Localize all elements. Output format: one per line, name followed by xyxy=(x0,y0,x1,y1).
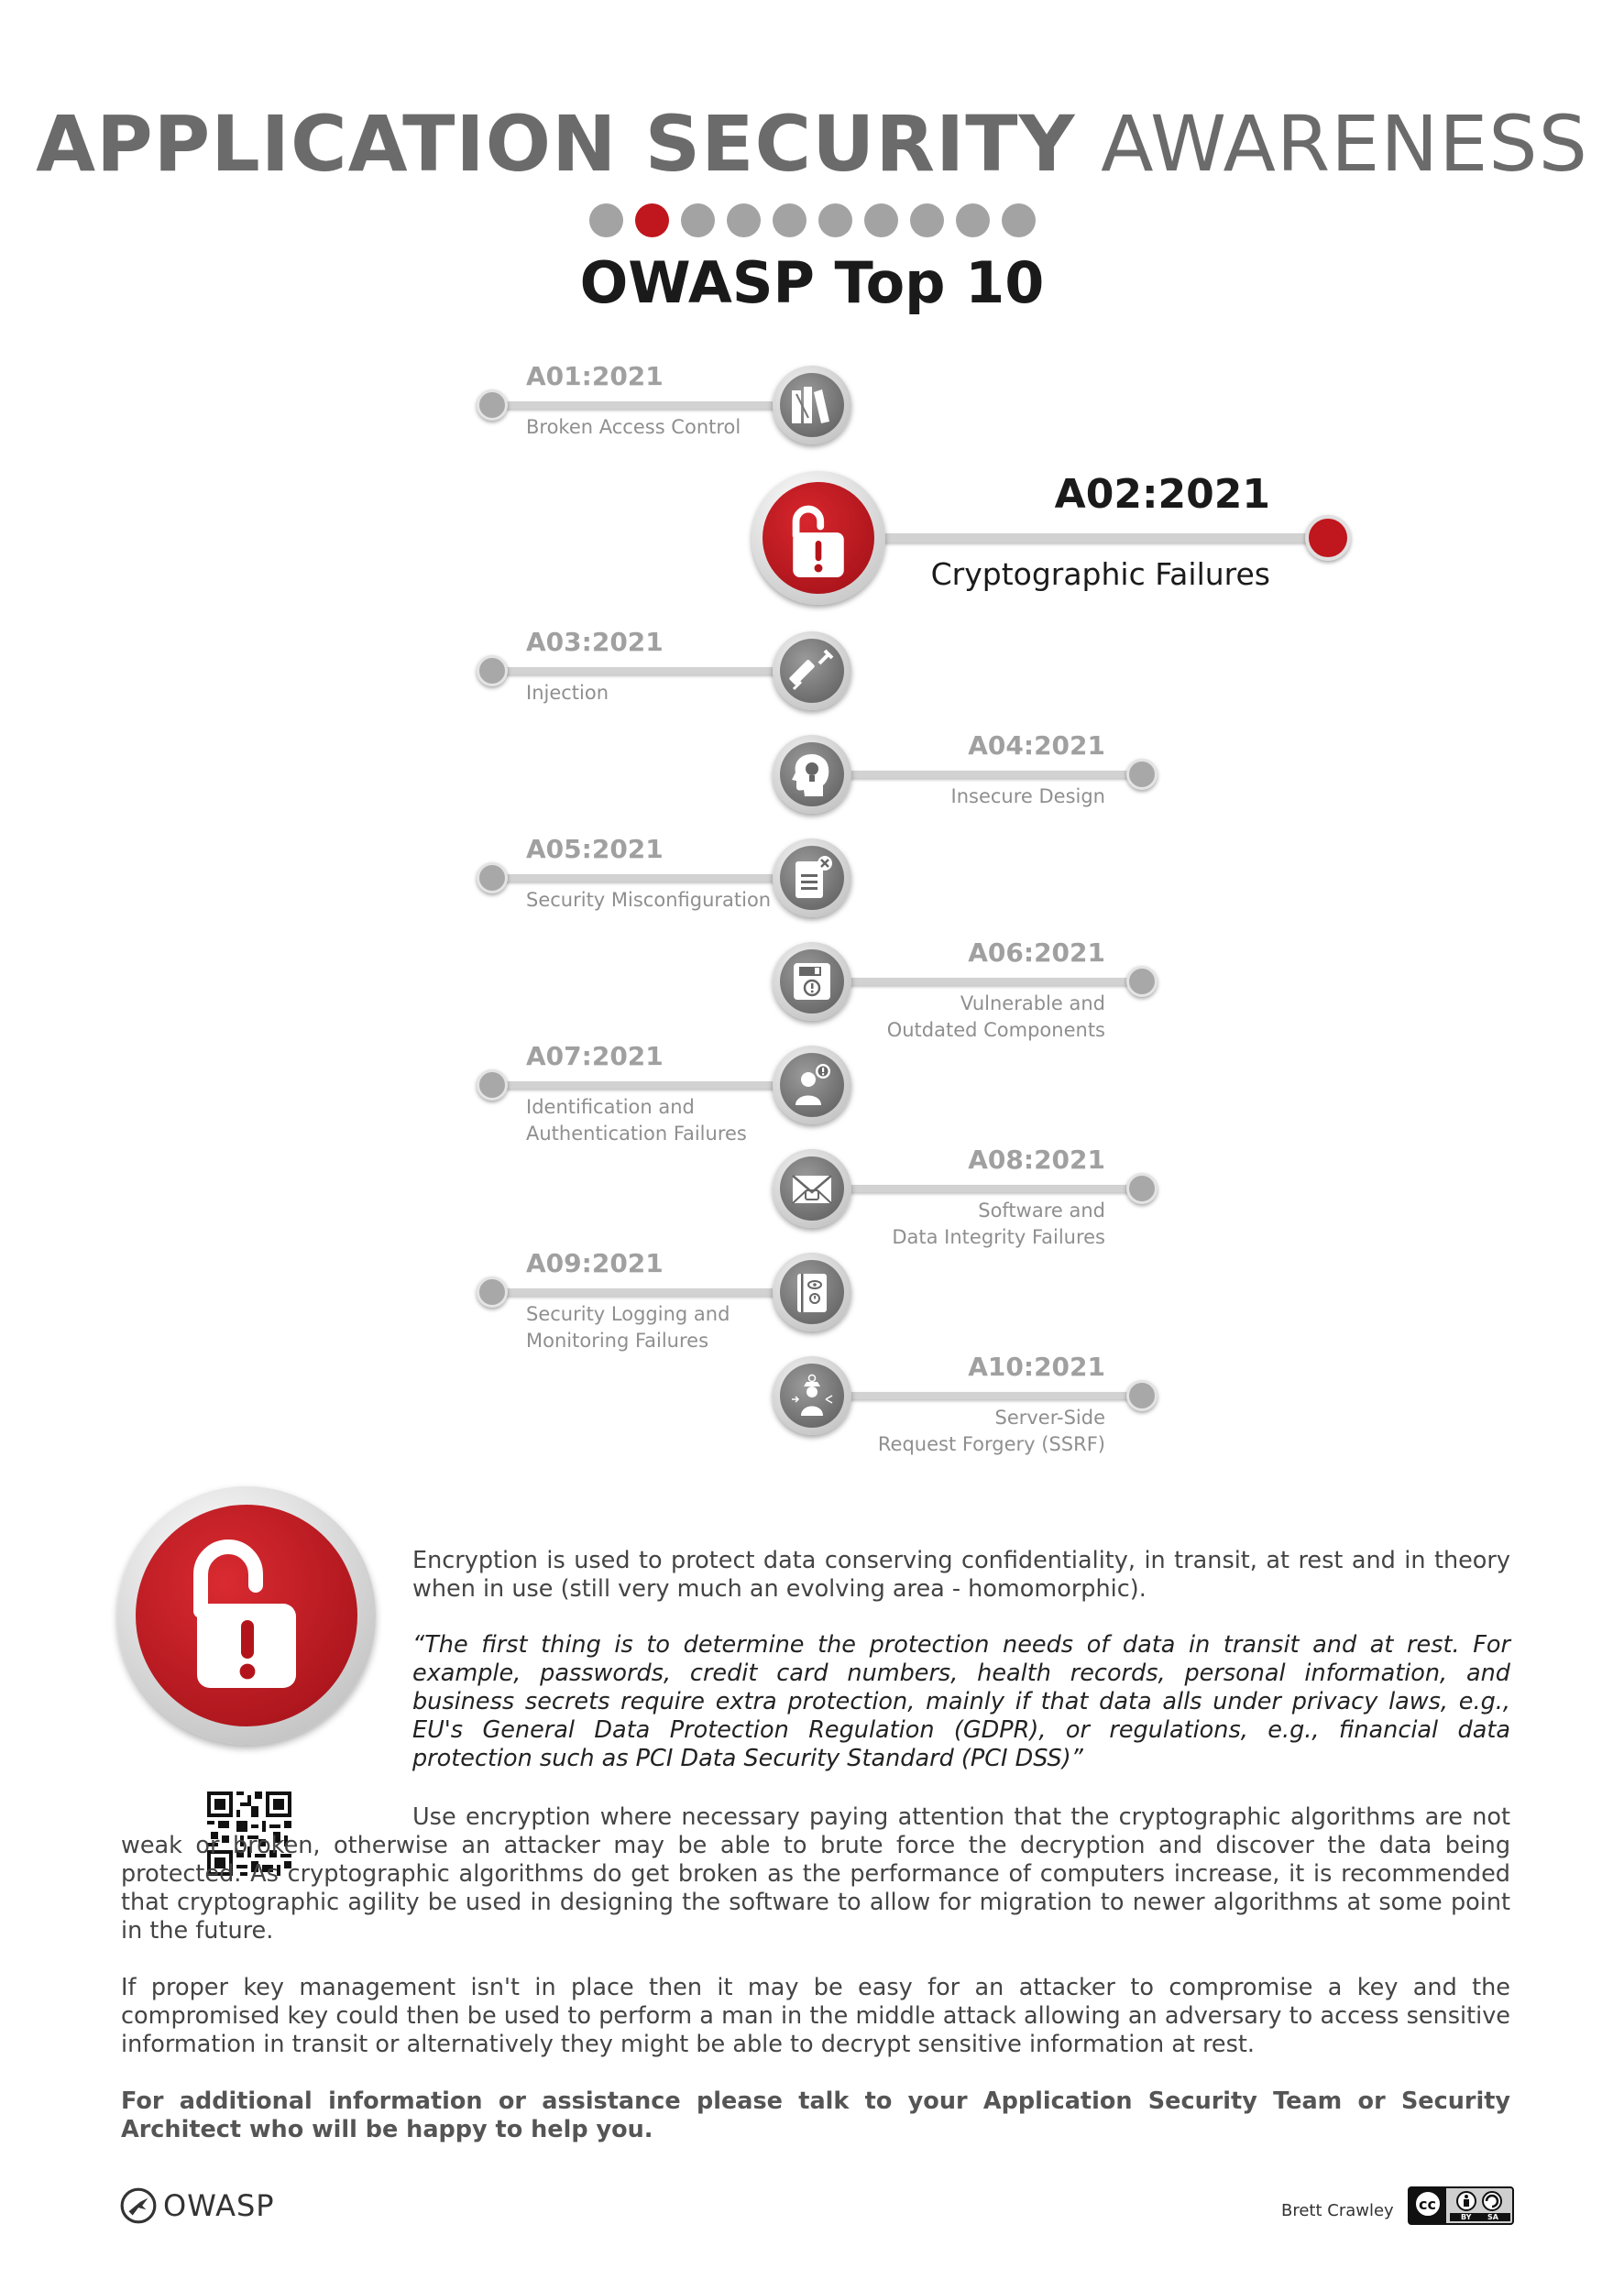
owasp-logo-text: OWASP xyxy=(163,2188,275,2223)
timeline-connector xyxy=(500,1288,782,1296)
timeline-item-name: Broken Access Control xyxy=(526,416,741,438)
progress-dot xyxy=(773,203,807,237)
timeline-item-name: Injection xyxy=(526,682,609,704)
timeline-endpoint-dot xyxy=(1126,1380,1158,1411)
timeline-endpoint-dot xyxy=(1126,1173,1158,1204)
progress-dot xyxy=(681,203,715,237)
owasp-quote: “The first thing is to determine the protection needs of data in transit and at rest. For example, passwords, credit card numbers, health records, personal information, and business secrets require extra protection, mainly if that data alls under privacy laws, e.g., EU's General Data Protection Regulation (GDPR), or regulations, e.g., financial data protection such as PCI Data Security Standard (PCI DSS)” xyxy=(412,1631,1510,1772)
timeline-connector xyxy=(500,667,782,674)
contact-call-to-action: For additional information or assistance please talk to your Application Security Team or Security Architect who will be happy to help you. xyxy=(121,2087,1510,2143)
key-management-paragraph: If proper key management isn't in place then it may be easy for an attacker to compromise a key and the compromised key could then be used to perform a man in the middle attack allowing an adversary to access sensitive information in transit or alternatively they might be able to decrypt sensitive information at rest. xyxy=(121,1974,1510,2058)
owasp-wasp-icon xyxy=(119,2186,158,2225)
timeline-item-code: A02:2021 xyxy=(1054,471,1270,518)
intro-paragraph: Encryption is used to protect data conserving confidentiality, in transit, at rest and in theory when in use (still very much an evolving area - homomorphic). xyxy=(412,1547,1510,1603)
timeline-item-code: A05:2021 xyxy=(526,834,664,864)
cc-by-sa-icon xyxy=(1408,2186,1514,2225)
timeline-item-code: A06:2021 xyxy=(968,937,1105,968)
progress-dot xyxy=(589,203,623,237)
timeline-endpoint-dot xyxy=(477,655,508,686)
timeline-endpoint-dot xyxy=(1126,966,1158,997)
open-padlock-icon xyxy=(117,1486,376,1745)
timeline-connector xyxy=(500,1081,782,1089)
cc-label: cc xyxy=(1419,2196,1436,2213)
timeline-connector xyxy=(500,874,782,882)
progress-dot xyxy=(864,203,898,237)
timeline-endpoint-dot xyxy=(1305,515,1351,561)
timeline-item-name: Security Logging and Monitoring Failures xyxy=(526,1303,730,1352)
title-bold: APPLICATION SECURITY xyxy=(36,99,1076,189)
title-light: AWARENESS xyxy=(1075,99,1588,189)
timeline-item-code: A01:2021 xyxy=(526,361,664,391)
timeline-item-name: Identification and Authentication Failures xyxy=(526,1096,747,1145)
timeline-item-name: Cryptographic Failures xyxy=(930,556,1270,592)
timeline-connector xyxy=(828,1185,1150,1192)
progress-dot xyxy=(1002,203,1036,237)
timeline-endpoint-dot xyxy=(477,1276,508,1308)
cc-sa-label: SA xyxy=(1487,2213,1498,2221)
timeline-connector xyxy=(828,978,1150,985)
timeline-item-code: A04:2021 xyxy=(968,730,1105,761)
progress-dot xyxy=(910,203,944,237)
progress-dots xyxy=(0,203,1624,237)
timeline-endpoint-dot xyxy=(477,389,508,421)
author-name: Brett Crawley xyxy=(1281,2201,1394,2220)
timeline-item-name: Vulnerable and Outdated Components xyxy=(886,992,1105,1041)
timeline-connector xyxy=(861,533,1324,542)
progress-dot xyxy=(956,203,990,237)
timeline-endpoint-dot xyxy=(1126,759,1158,790)
timeline-item-code: A09:2021 xyxy=(526,1248,664,1278)
timeline-item-name: Software and Data Integrity Failures xyxy=(892,1200,1105,1248)
guidance-paragraph: Use encryption where necessary paying attention that the cryptographic algorithms are not weak or broken, otherwise an attacker may be able to brute force the decryption and discover the data being protected. As cryptographic algorithms do get broken as the performance of computers increase, it is recommended that cryptographic agility be used in designing the software to allow for migration to newer algorithms at some point in the future. xyxy=(121,1803,1510,1945)
timeline-item-code: A03:2021 xyxy=(526,627,664,657)
progress-dot xyxy=(727,203,761,237)
owasp-logo xyxy=(119,2186,275,2225)
timeline-item-name: Server-Side Request Forgery (SSRF) xyxy=(877,1407,1105,1455)
timeline-item-code: A07:2021 xyxy=(526,1041,664,1071)
page-subtitle: OWASP Top 10 xyxy=(579,249,1045,316)
progress-dot-active xyxy=(635,203,669,237)
timeline-endpoint-dot xyxy=(477,1069,508,1101)
timeline-endpoint-dot xyxy=(477,862,508,893)
timeline-item-code: A08:2021 xyxy=(968,1145,1105,1175)
timeline-connector xyxy=(828,771,1150,778)
timeline-item-name: Insecure Design xyxy=(950,785,1105,807)
cc-by-label: BY xyxy=(1461,2213,1472,2221)
progress-dot xyxy=(818,203,852,237)
timeline-connector xyxy=(828,1392,1150,1399)
page-title xyxy=(0,99,1624,189)
timeline-item-name: Security Misconfiguration xyxy=(526,889,772,911)
timeline-connector xyxy=(500,401,782,409)
timeline-item-code: A10:2021 xyxy=(968,1352,1105,1382)
